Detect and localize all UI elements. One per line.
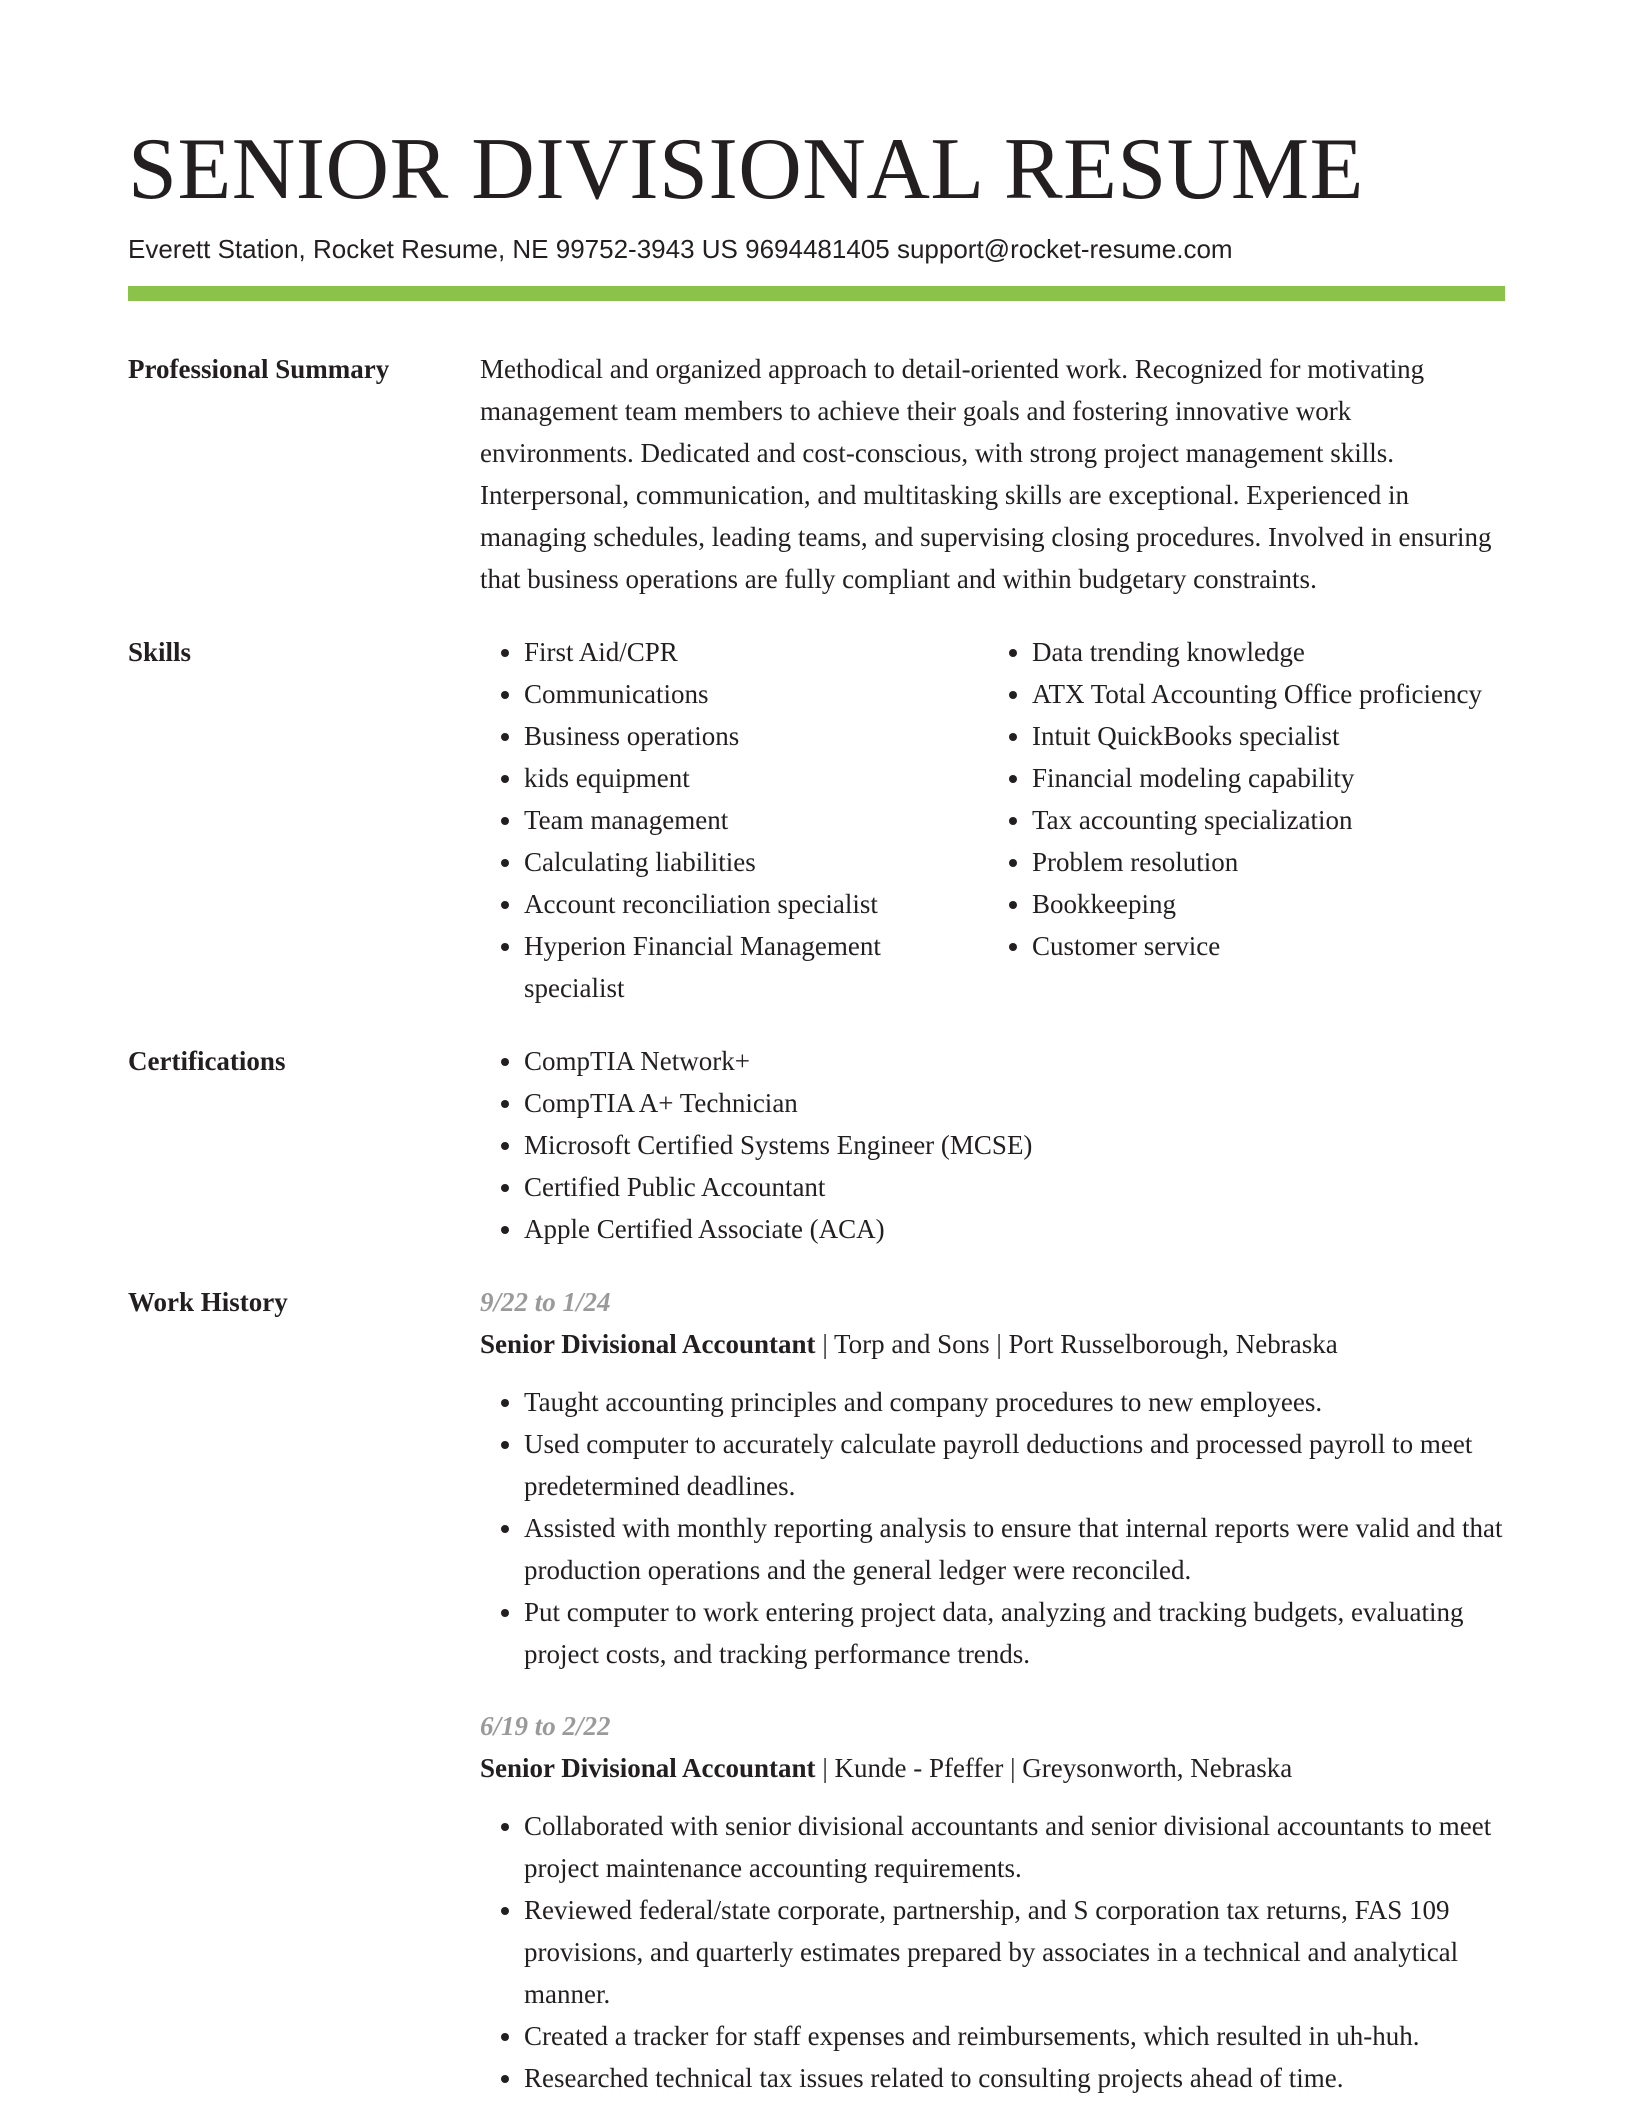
job-heading — [480, 1323, 1505, 1365]
job-entry — [480, 1705, 1505, 2099]
skills-list-left — [480, 631, 984, 1009]
skill-item: • Tax accounting specialization — [1032, 799, 1492, 841]
skill-item: • Account reconciliation specialist — [524, 883, 984, 925]
skills-body — [480, 631, 1505, 1009]
job-bullet: • Put computer to work entering project data, analyzing and tracking budgets, evaluating project costs, and tracking performance trends. — [524, 1591, 1505, 1675]
job-entry — [480, 1281, 1505, 1675]
skill-item: • Problem resolution — [1032, 841, 1492, 883]
skill-item: • Team management — [524, 799, 984, 841]
work-history-body — [480, 1281, 1505, 2099]
job-bullets — [480, 1381, 1505, 1675]
skill-item: • Financial modeling capability — [1032, 757, 1492, 799]
skill-item: • Hyperion Financial Management specialist — [524, 925, 984, 1009]
certification-item: • Microsoft Certified Systems Engineer (MCSE) — [524, 1124, 1505, 1166]
resume-title: SENIOR DIVISIONAL RESUME — [128, 121, 1364, 218]
contact-address: Everett Station, Rocket Resume, NE 99752-3943 US — [128, 234, 738, 264]
header-divider — [128, 286, 1505, 301]
skill-item: • Business operations — [524, 715, 984, 757]
job-bullet: • Taught accounting principles and company procedures to new employees. — [524, 1381, 1505, 1423]
skill-item: • Communications — [524, 673, 984, 715]
work-history-label: Work History — [128, 1287, 288, 1317]
certification-item: • Apple Certified Associate (ACA) — [524, 1208, 1505, 1250]
skill-item: • ATX Total Accounting Office proficiency — [1032, 673, 1492, 715]
contact-phone: 9694481405 — [745, 234, 890, 264]
skill-item: • Bookkeeping — [1032, 883, 1492, 925]
certifications-label: Certifications — [128, 1046, 286, 1076]
job-details: | Torp and Sons | Port Russelborough, Nebraska — [815, 1329, 1338, 1359]
certifications-body — [480, 1040, 1505, 1250]
job-dates: 6/19 to 2/22 — [480, 1711, 611, 1741]
skill-item: • kids equipment — [524, 757, 984, 799]
summary-text: Methodical and organized approach to detail-oriented work. Recognized for motivating management team members to achieve their goals and fostering innovative work environments. Dedicated and cost-conscious, with strong project management skills. Interpersonal, communication, and multitasking skills are exceptional. Experienced in managing schedules, leading teams, and supervising closing procedures. Involved in ensuring that business operations are fully compliant and within budgetary constraints. — [480, 354, 1492, 594]
contact-email: support@rocket-resume.com — [896, 234, 1233, 264]
job-bullet: • Used computer to accurately calculate payroll deductions and processed payroll to meet predetermined deadlines. — [524, 1423, 1505, 1507]
summary-body — [480, 348, 1505, 600]
certification-item: • Certified Public Accountant — [524, 1166, 1505, 1208]
skill-item: • Data trending knowledge — [1032, 631, 1492, 673]
job-bullet: • Collaborated with senior divisional accountants and senior divisional accountants to meet project maintenance accounting requirements. — [524, 1805, 1505, 1889]
job-details: | Kunde - Pfeffer | Greysonworth, Nebraska — [815, 1753, 1293, 1783]
certification-item: • CompTIA A+ Technician — [524, 1082, 1505, 1124]
skill-item: • Intuit QuickBooks specialist — [1032, 715, 1492, 757]
skill-item: • First Aid/CPR — [524, 631, 984, 673]
certification-item: • CompTIA Network+ — [524, 1040, 1505, 1082]
job-heading — [480, 1747, 1505, 1789]
skill-item: • Calculating liabilities — [524, 841, 984, 883]
job-bullet: • Created a tracker for staff expenses and reimbursements, which resulted in uh-huh. — [524, 2015, 1505, 2057]
skills-list-right — [984, 631, 1492, 1009]
job-bullet: • Researched technical tax issues related to consulting projects ahead of time. — [524, 2057, 1505, 2099]
skills-label: Skills — [128, 637, 192, 667]
job-title: Senior Divisional Accountant — [480, 1753, 816, 1783]
job-bullets — [480, 1805, 1505, 2099]
job-title: Senior Divisional Accountant — [480, 1329, 816, 1359]
certifications-list — [480, 1040, 1505, 1250]
job-bullet: • Reviewed federal/state corporate, partnership, and S corporation tax returns, FAS 109 provisions, and quarterly estimates prepared by associates in a technical and analytical manner. — [524, 1889, 1505, 2015]
skill-item: • Customer service — [1032, 925, 1492, 967]
contact-line — [128, 232, 1233, 266]
job-bullet: • Assisted with monthly reporting analysis to ensure that internal reports were valid and that production operations and the general ledger were reconciled. — [524, 1507, 1505, 1591]
job-dates: 9/22 to 1/24 — [480, 1287, 611, 1317]
summary-label: Professional Summary — [128, 354, 390, 384]
